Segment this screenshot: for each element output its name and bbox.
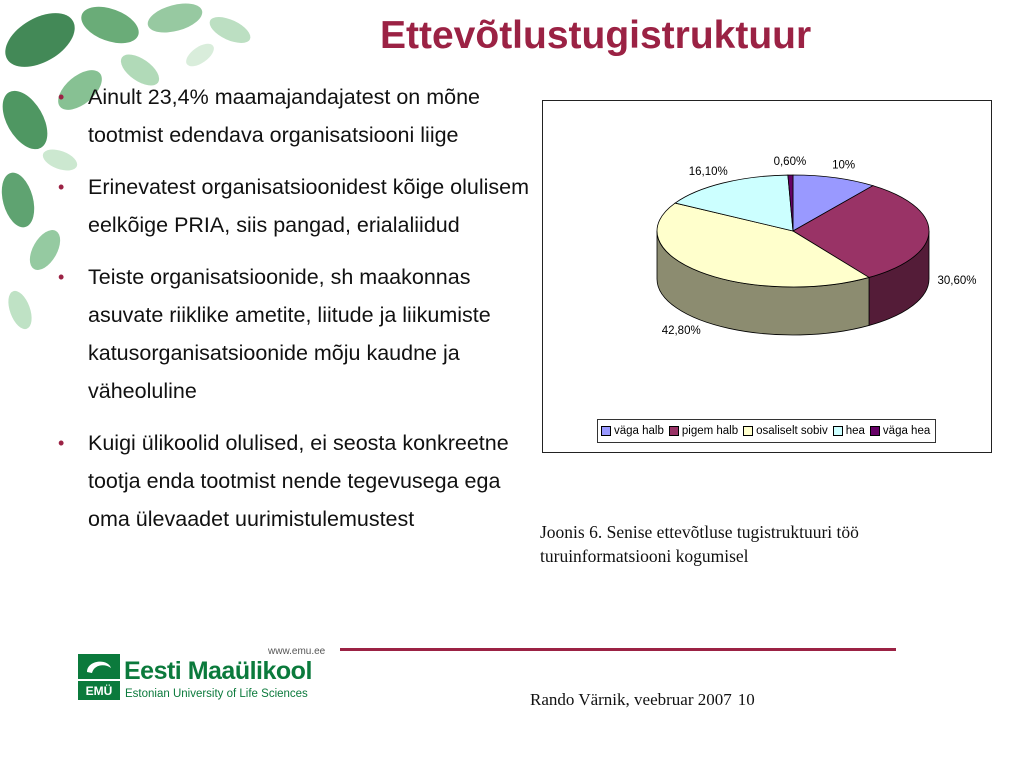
legend-label-0: väga halb [614,425,664,437]
data-label-4: 0,60% [773,156,807,169]
logo-subtitle: Estonian University of Life Sciences [125,688,308,700]
data-label-1: 30,60% [937,275,977,288]
pie-chart-frame [542,100,992,453]
bullet-icon: • [58,433,65,453]
legend-item-4 [870,425,930,437]
legend-label-3: hea [845,425,865,437]
slide-title: Ettevõtlustugistruktuur [380,14,812,57]
footer-divider [340,648,896,651]
bullet-list [58,78,548,552]
legend-item-3 [833,425,865,437]
bullet-icon: • [58,87,65,107]
bullet-text: Erinevatest organisatsioonidest kõige olulisem eelkõige PRIA, siis pangad, erialaliidud [88,175,529,237]
logo-name: Eesti Maaülikool [124,657,312,685]
bullet-item [58,258,548,410]
bullet-text: Kuigi ülikoolid olulised, ei seosta konkreetne tootja enda tootmist nende tegevusega ega oma ülevaadet uurimistulemustest [88,431,509,531]
legend-item-0 [601,425,664,437]
university-logo [78,654,328,704]
legend-swatch-1 [669,426,679,436]
bullet-item [58,168,548,244]
pie-tops [657,175,929,287]
bullet-item [58,424,548,538]
emu-logo-icon [78,654,120,702]
legend-swatch-0 [601,426,611,436]
legend-swatch-3 [833,426,843,436]
legend-label-4: väga hea [882,425,931,437]
legend-swatch-2 [743,426,753,436]
legend-label-1: pigem halb [681,425,739,437]
legend-item-2 [743,425,828,437]
logo-badge-text: EMÜ [85,684,113,698]
chart-legend [597,419,936,443]
figure-caption: Joonis 6. Senise ettevõtluse tugistruktuuri töö turuinformatsiooni kogumisel [540,522,859,566]
legend-item-1 [669,425,738,437]
pie-chart [543,101,991,452]
page-number: 10 [737,690,755,709]
legend-label-2: osaliselt sobiv [756,425,828,437]
bullet-text: Teiste organisatsioonide, sh maakonnas asuvate riiklike ametite, liitude ja liikumiste katusorganisatsioonide mõju kaudne ja väheoluline [88,265,491,403]
bullet-icon: • [58,267,65,287]
bullet-item [58,78,548,154]
bullet-text: Ainult 23,4% maamajandajatest on mõne tootmist edendava organisatsiooni liige [88,85,481,147]
author-text: Rando Värnik, veebruar 2007 [530,690,732,709]
data-label-0: 10% [832,159,856,172]
data-label-3: 16,10% [688,166,728,179]
footer-author [530,690,755,710]
data-label-2: 42,80% [661,325,701,338]
site-url: www.emu.ee [268,646,326,657]
legend-swatch-4 [870,426,880,436]
bullet-icon: • [58,177,65,197]
